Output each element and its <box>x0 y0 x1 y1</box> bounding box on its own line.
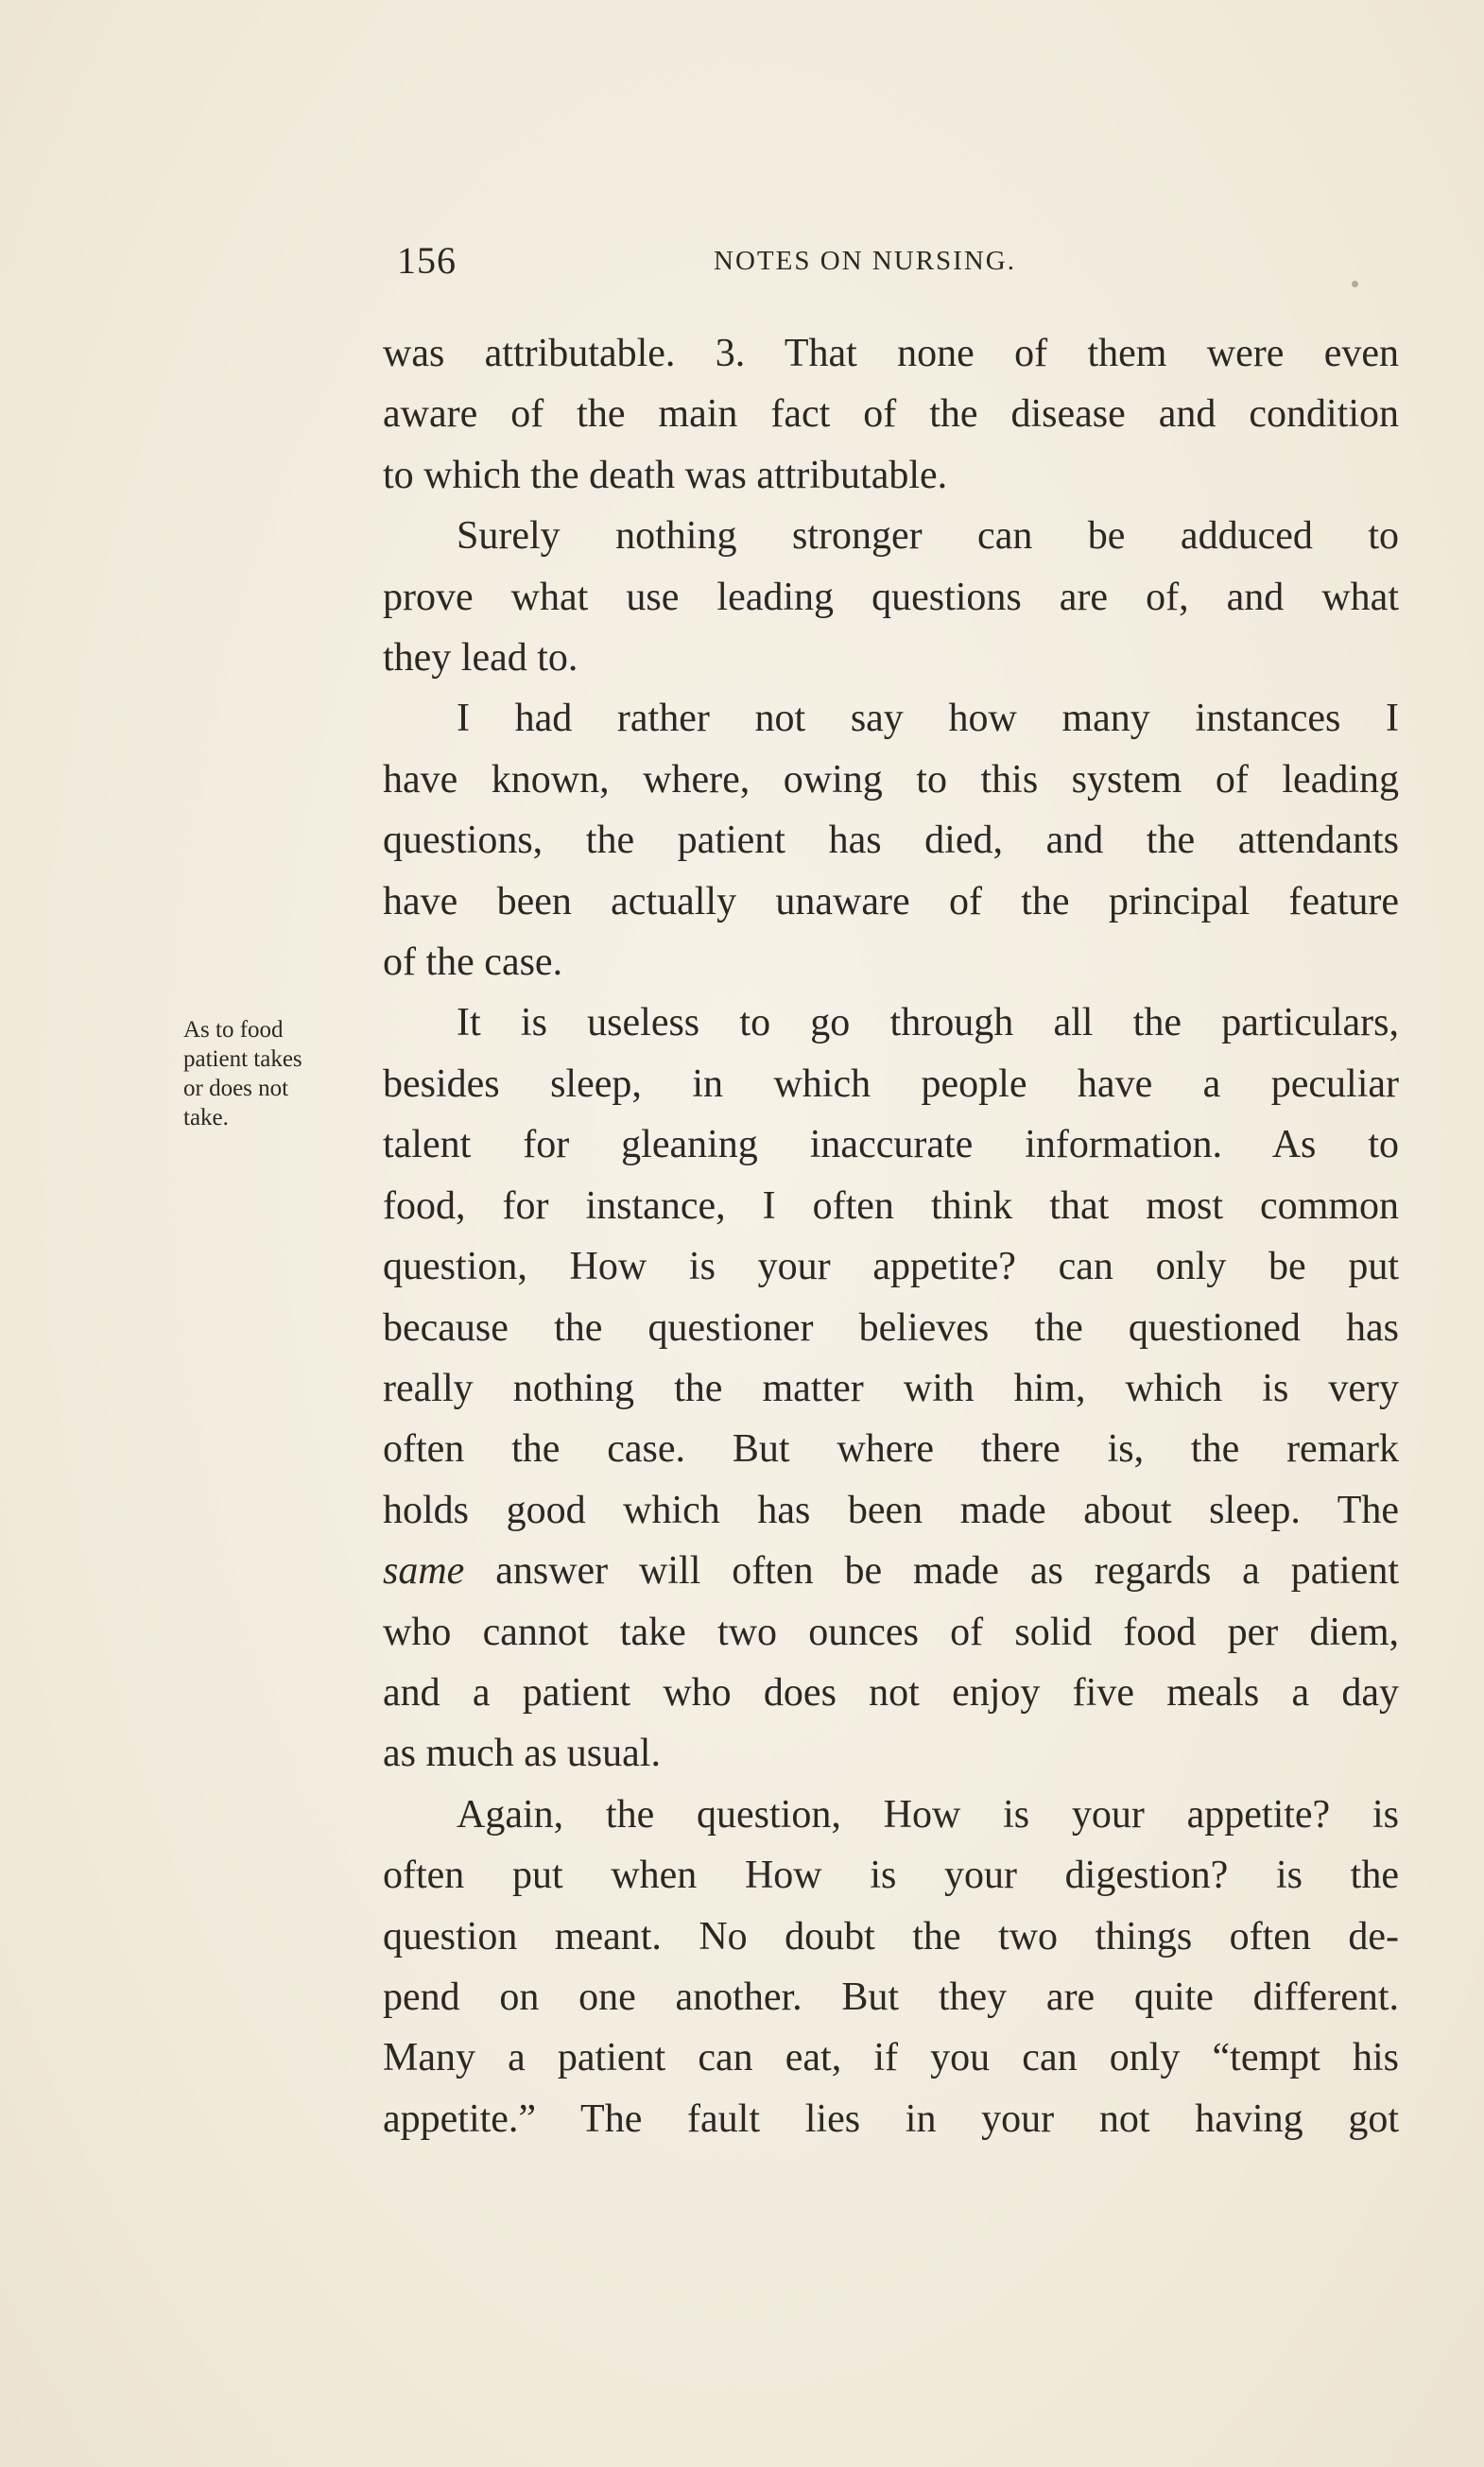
paragraph <box>383 1906 1399 1967</box>
text-line: Surely nothing stronger can be adduced to <box>457 514 1399 559</box>
text-line: I had rather not say how many instances I <box>457 697 1399 741</box>
body-text <box>383 323 1399 2149</box>
text-line: Again, the question, How is your appetite? is <box>457 1792 1399 1837</box>
paragraph <box>383 810 1399 871</box>
paragraph <box>383 992 1399 1053</box>
paragraph <box>383 628 1399 688</box>
text-line: really nothing the matter with him, which is very <box>383 1366 1399 1410</box>
text-line: question meant. No doubt the two things often de- <box>383 1914 1399 1958</box>
paragraph <box>383 506 1399 566</box>
paragraph <box>383 323 1399 384</box>
paragraph <box>383 1114 1399 1175</box>
text-line: often the case. But where there is, the remark <box>383 1427 1399 1472</box>
text-line: prove what use leading questions are of, and what <box>383 575 1399 619</box>
text-line: aware of the main fact of the disease and condition <box>383 392 1399 437</box>
paragraph <box>383 1541 1399 1601</box>
text-line: who cannot take two ounces of solid food per diem, <box>383 1610 1399 1654</box>
text-line: appetite.” The fault lies in your not having got <box>383 2096 1399 2141</box>
margin-note-line: As to food <box>183 1017 284 1043</box>
margin-note <box>183 1015 372 1132</box>
paragraph <box>383 567 1399 628</box>
paragraph <box>383 2089 1399 2149</box>
text-line: have known, where, owing to this system of leading <box>383 757 1399 802</box>
paragraph <box>383 750 1399 810</box>
text-line: they lead to. <box>383 636 578 681</box>
paragraph <box>383 1419 1399 1479</box>
paragraph <box>383 1845 1399 1906</box>
text-line: because the questioner believes the questioned has <box>383 1305 1399 1350</box>
paragraph <box>383 688 1399 749</box>
text-line: question, How is your appetite? can only be put <box>383 1245 1399 1289</box>
paragraph <box>383 2027 1399 2088</box>
ink-speck <box>1352 281 1358 287</box>
text-line: food, for instance, I often think that most common <box>383 1183 1399 1228</box>
paragraph <box>383 1785 1399 1845</box>
paragraph <box>383 384 1399 444</box>
italic-word: same <box>383 1549 465 1594</box>
paragraph <box>383 1663 1399 1723</box>
paragraph <box>383 1480 1399 1541</box>
text-line: talent for gleaning inaccurate information. As to <box>383 1123 1399 1167</box>
paragraph <box>383 1967 1399 2027</box>
text-line: Many a patient can eat, if you can only “tempt his <box>383 2036 1399 2080</box>
paragraph <box>383 1236 1399 1297</box>
text-line: It is useless to go through all the particulars, <box>457 1001 1399 1045</box>
text-line: pend on one another. But they are quite different. <box>383 1975 1399 2019</box>
text-line: as much as usual. <box>383 1732 661 1776</box>
paragraph <box>383 1602 1399 1663</box>
text-line: to which the death was attributable. <box>383 453 948 497</box>
paragraph <box>383 1358 1399 1419</box>
text-line: questions, the patient has died, and the attendants <box>383 819 1399 863</box>
paragraph <box>383 1054 1399 1114</box>
text-line: have been actually unaware of the principal feature <box>383 879 1399 923</box>
paragraph <box>383 1176 1399 1236</box>
text-line: answer will often be made as regards a patient <box>495 1549 1399 1594</box>
text-line: besides sleep, in which people have a peculiar <box>383 1061 1399 1106</box>
paragraph <box>383 445 1399 506</box>
paragraph <box>383 1723 1399 1784</box>
page-header <box>397 238 1389 295</box>
text-line: holds good which has been made about sleep. The <box>383 1488 1399 1532</box>
paragraph <box>383 932 1399 992</box>
text-line: and a patient who does not enjoy five meals a day <box>383 1670 1399 1715</box>
margin-note-line: patient takes <box>183 1046 302 1072</box>
text-line: often put when How is your digestion? is the <box>383 1854 1399 1898</box>
paragraph <box>383 871 1399 932</box>
margin-note-line: or does not <box>183 1076 289 1101</box>
text-line: of the case. <box>383 940 563 985</box>
text-line: was attributable. 3. That none of them were even <box>383 332 1399 375</box>
running-head: NOTES ON NURSING. <box>714 246 1016 276</box>
margin-note-line: take. <box>183 1105 229 1130</box>
paragraph <box>383 1298 1399 1358</box>
page-number: 156 <box>397 239 457 282</box>
